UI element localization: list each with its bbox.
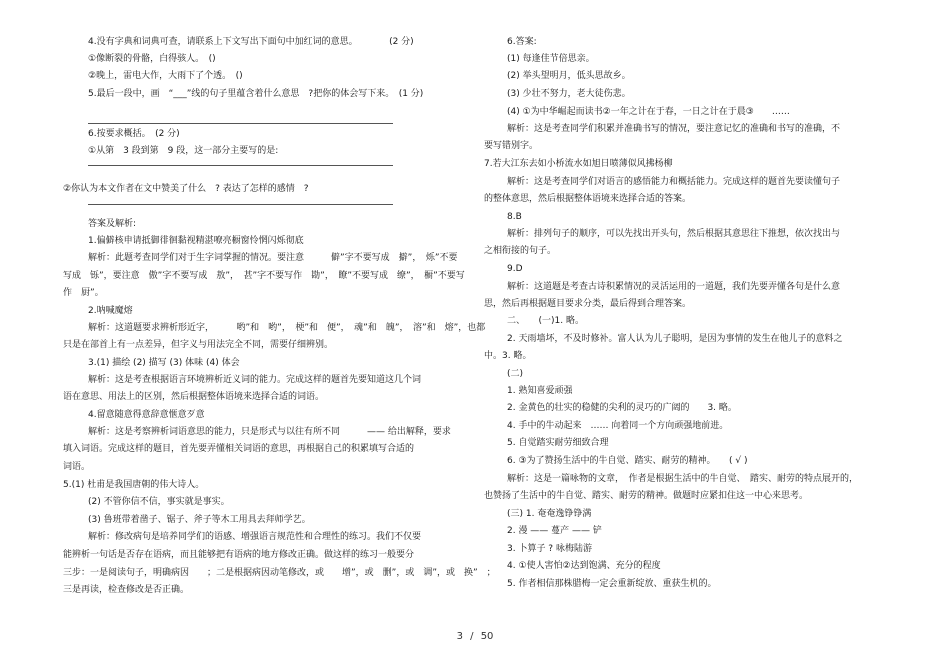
left-text-line: 解析：这道题要求辨析形近字， 哟”和 哟”， 梗”和 便”， 魂”和 魄”， 溶”和 熔”，也都	[88, 323, 486, 333]
left-text-line: 1.偏僻核申请抵御徘徊黏视精湛嘹亮橱窗怜惘闪烁彻底	[88, 236, 304, 246]
left-text-line: 作 厨”。	[63, 288, 104, 298]
left-text-line: 3.(1) 描绘 (2) 描写 (3) 体味 (4) 体会	[88, 358, 240, 368]
left-text-line: 解析：这是考察辨析词语意思的能力，只是形式与以往有所不同 —— 给出解释，要求	[88, 427, 451, 437]
right-text-line: 解析：这是考查同学们积累并准确书写的情况，要注意记忆的准确和书写的准确，不	[507, 124, 841, 134]
answer-line	[88, 204, 393, 205]
right-text-line: 2. 天雨墙坏，不及时修补。富人认为儿子聪明，是因为事情的发生在他儿子的意料之	[507, 334, 843, 344]
left-text-line: ②你认为本文作者在文中赞美了什么 ? 表达了怎样的感情 ?	[63, 184, 309, 194]
right-text-line: 解析：这是考查同学们对语言的感悟能力和概括能力。完成这样的题首先要读懂句子	[507, 177, 841, 187]
left-text-line: 答案及解析:	[88, 219, 137, 229]
right-text-line: 的整体意思，然后根据整体语境来选择合适的答案。	[484, 194, 692, 204]
right-text-line: 2. 金黄色的壮实的稳健的尖利的灵巧的广阔的 3. 略。	[507, 403, 737, 413]
right-text-line: 9.D	[507, 264, 523, 274]
right-text-line: 4. 手中的牛动起来 …… 向着同一个方向顽强地前进。	[507, 421, 729, 431]
left-text-line: 解析：修改病句是培养同学们的语感、增强语言规范性和合理性的练习。我们不仅要	[88, 532, 422, 542]
right-text-line: 4. ①使人害怕②达到饱满、充分的程度	[507, 561, 661, 571]
page-number	[0, 631, 950, 642]
left-text-line: 解析：此题考查同学们对于生字词掌握的情况。要注意 僻”字不要写成 擗”， 烁”不要	[88, 253, 458, 263]
right-text-line: 要写错别字。	[484, 141, 539, 151]
right-text-line: (二)	[507, 369, 524, 379]
left-text-line: 解析：这是考查根据语言环境辨析近义词的能力。完成这样的题首先要知道这几个词	[88, 375, 422, 385]
right-text-line: 也赞扬了生活中的牛自觉、踏实、耐劳的精神。做题时应紧扣住这一中心来思考。	[484, 491, 809, 501]
left-text-line: ①像断裂的骨骼，白得骇人。 ()	[88, 54, 216, 64]
right-text-line: 6.答案:	[507, 37, 537, 47]
left-text-line: 能辨析一句话是否存在语病，而且能够把有语病的地方修改正确。做这样的练习一般要分	[63, 550, 415, 560]
right-text-line: 1. 熟知喜爱顽强	[507, 386, 573, 396]
right-text-line: 5. 作者相信那株腊梅一定会重新绽放、重获生机的。	[507, 579, 717, 589]
right-text-line: 8.B	[507, 212, 522, 222]
page-current: 3	[456, 631, 463, 642]
right-text-line: 5. 自觉踏实耐劳细致合理	[507, 438, 609, 448]
right-text-line: 解析：排列句子的顺序，可以先找出开头句，然后根据其意思往下推想，依次找出与	[507, 229, 841, 239]
left-text-line: 三步：一是阅读句子，明确病因 ；二是根据病因动笔修改，或 增”，或 删”，或 调”，或 换” ；	[63, 568, 496, 578]
left-text-line: 4.没有字典和词典可查，请联系上下文写出下面句中加红词的意思。 (2 分)	[88, 37, 414, 47]
right-text-line: 7.若大江东去如小桥流水如旭日喷薄似风拂杨柳	[484, 159, 673, 169]
right-text-line: 中。3. 略。	[484, 351, 532, 361]
answer-line	[88, 123, 393, 124]
right-text-line: 6. ③为了赞扬生活中的牛自觉、踏实、耐劳的精神。 ( √ )	[507, 456, 748, 466]
left-text-line: 5.(1) 杜甫是我国唐朝的伟大诗人。	[63, 480, 205, 490]
left-text-line: ①从第 3 段到第 9 段，这一部分主要写的是:	[88, 146, 279, 156]
left-text-line: 2.呐喊魔熔	[88, 306, 133, 316]
right-text-line: 之相衔接的句子。	[484, 246, 557, 256]
left-text-line: 只是在部首上有一点差异，但字义与用法完全不同，需要仔细辨别。	[63, 340, 334, 350]
right-text-line: 解析：这是一篇咏物的文章， 作者是根据生活中的牛自觉、 踏实、耐劳的特点展开的，	[507, 474, 859, 484]
right-text-line: (3) 少壮不努力，老大徒伤悲。	[507, 89, 631, 99]
right-text-line: 3. 卜算子 ? 咏梅陆游	[507, 544, 592, 554]
left-text-line: 写成 铄”，要注意 傲”字不要写成 敖”， 甚”字不要写作 勘”， 瞭”不要写成 缭”， 橱”不要写	[63, 271, 465, 281]
left-text-line: 4.留意随意得意辞意惬意歹意	[88, 410, 205, 420]
page-separator: /	[470, 631, 474, 642]
right-text-line: (三) 1. 奄奄逸铮铮满	[507, 509, 592, 519]
left-text-line: 6.按要求概括。 (2 分)	[88, 129, 180, 139]
answer-line	[88, 165, 393, 166]
right-text-line: (2) 举头望明月，低头思故乡。	[507, 71, 631, 81]
right-text-line: (1) 每逢佳节倍思亲。	[507, 54, 595, 64]
page-total: 50	[480, 631, 494, 642]
left-text-line: 5.最后一段中，画 “___”线的句子里蕴含着什么意思 ?把你的体会写下来。 (1 分)	[88, 89, 424, 99]
right-text-line: 解析：这道题是考查古诗积累情况的灵活运用的一道题，我们先要弄懂各句是什么意	[507, 282, 841, 292]
left-text-line: (2) 不管你信不信，事实就是事实。	[88, 497, 230, 507]
left-text-line: 词语。	[63, 462, 91, 472]
left-text-line: 填入词语。完成这样的题目，首先要弄懂相关词语的意思，再根据自己的积累填写合适的	[63, 444, 415, 454]
left-text-line: 语在意思、用法上的区别，然后根据整体语境来选择合适的词语。	[63, 392, 325, 402]
left-text-line: ②晚上，雷电大作，大雨下了个透。 ()	[88, 71, 243, 81]
right-text-line: (4) ①为中华崛起而读书②一年之计在于春，一日之计在于晨③ ……	[507, 107, 790, 117]
right-text-line: 二、 (一)1. 略。	[507, 316, 584, 326]
right-text-line: 思，然后再根据题目要求分类，最后得到合理答案。	[484, 299, 692, 309]
right-text-line: 2. 漫 —— 蔓产 —— 铲	[507, 526, 602, 536]
left-text-line: (3) 鲁班带着凿子、锯子、斧子等木工用具去拜师学艺。	[88, 515, 311, 525]
left-text-line: 三是再读，检查修改是否正确。	[63, 585, 190, 595]
